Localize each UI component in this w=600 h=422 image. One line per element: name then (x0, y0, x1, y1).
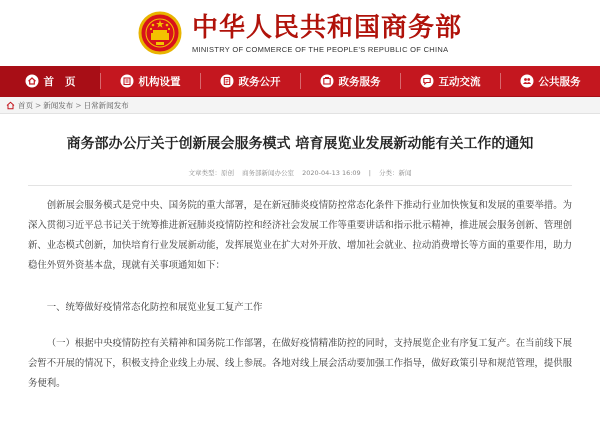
article (0, 134, 600, 394)
nav-item-label: 政务公开 (238, 75, 281, 88)
article-meta (28, 168, 572, 177)
main-nav (0, 66, 600, 97)
breadcrumb-separator: > (75, 100, 82, 110)
page-title: 商务部办公厅关于创新展会服务模式 培育展览业发展新动能有关工作的通知 (66, 136, 534, 152)
site-title-en: MINISTRY OF COMMERCE OF THE PEOPLE'S REPUBLIC OF CHINA (191, 44, 449, 54)
site-title-block (192, 13, 462, 54)
nav-item-public-services[interactable] (500, 66, 600, 96)
nav-item-government-affairs[interactable] (200, 66, 300, 96)
nav-item-label: 政务服务 (338, 75, 381, 88)
section-heading: 一、统筹做好疫情常态化防控和展览业复工复产工作 (46, 302, 263, 313)
meta-separator: | (368, 169, 371, 177)
site-header (0, 0, 600, 66)
chat-icon (420, 74, 434, 88)
nav-item-home[interactable] (0, 66, 100, 96)
document-icon (220, 74, 234, 88)
paragraph: 创新展会服务模式是党中央、国务院的重大部署，是在新冠肺炎疫情防控常态化条件下推动行业加快恢复和发展的重要举措。为深入贯彻习近平总书记关于统筹推进新冠肺炎疫情防控和经济社会发展工作等重要讲话和指示批示精神，推进展会服务创新、管理创新、业态模式创新，加快培育行业发展新动能，发挥展览业在扩大对外开放、增加社会就业、拉动消费增长等方面的重要作用，助力稳住外贸外资基本盘，现就有关事项通知如下： (28, 200, 572, 271)
nav-item-label: 互动交流 (438, 75, 481, 88)
breadcrumb-home[interactable]: 首页 (18, 100, 33, 110)
divider (28, 185, 572, 186)
nav-item-label: 首 页 (43, 75, 76, 88)
nav-item-interaction[interactable] (400, 66, 500, 96)
meta-category: 分类：新闻 (379, 169, 412, 177)
home-icon (6, 101, 15, 110)
breadcrumb (0, 97, 600, 114)
national-emblem-icon[interactable] (138, 11, 182, 55)
nav-item-services[interactable] (300, 66, 400, 96)
site-title-cn[interactable]: 中华人民共和国商务部 (191, 12, 462, 43)
breadcrumb-separator: > (35, 100, 42, 110)
nav-item-label: 机构设置 (138, 75, 181, 88)
article-body (28, 196, 572, 394)
nav-item-organization[interactable] (100, 66, 200, 96)
people-icon (520, 74, 534, 88)
breadcrumb-news-release[interactable]: 新闻发布 (43, 100, 74, 110)
building-icon (120, 74, 134, 88)
meta-time: 2020-04-13 16:09 (302, 169, 361, 177)
paragraph: （一）根据中央疫情防控有关精神和国务院工作部署，在做好疫情精准防控的同时，支持展览企业有序复工复产。在当前线下展会暂不开展的情况下，积极支持企业线上办展、线上参展。各地对线上展会活动要加强工作指导，做好政策引导和规范管理，提供服务便利。 (28, 338, 572, 389)
meta-source: 商务部新闻办公室 (242, 169, 295, 177)
home-icon (25, 74, 39, 88)
nav-item-label: 公共服务 (538, 75, 581, 88)
service-icon (320, 74, 334, 88)
meta-type: 文章类型：原创 (188, 169, 234, 177)
breadcrumb-daily-news[interactable]: 日常新闻发布 (83, 100, 129, 110)
